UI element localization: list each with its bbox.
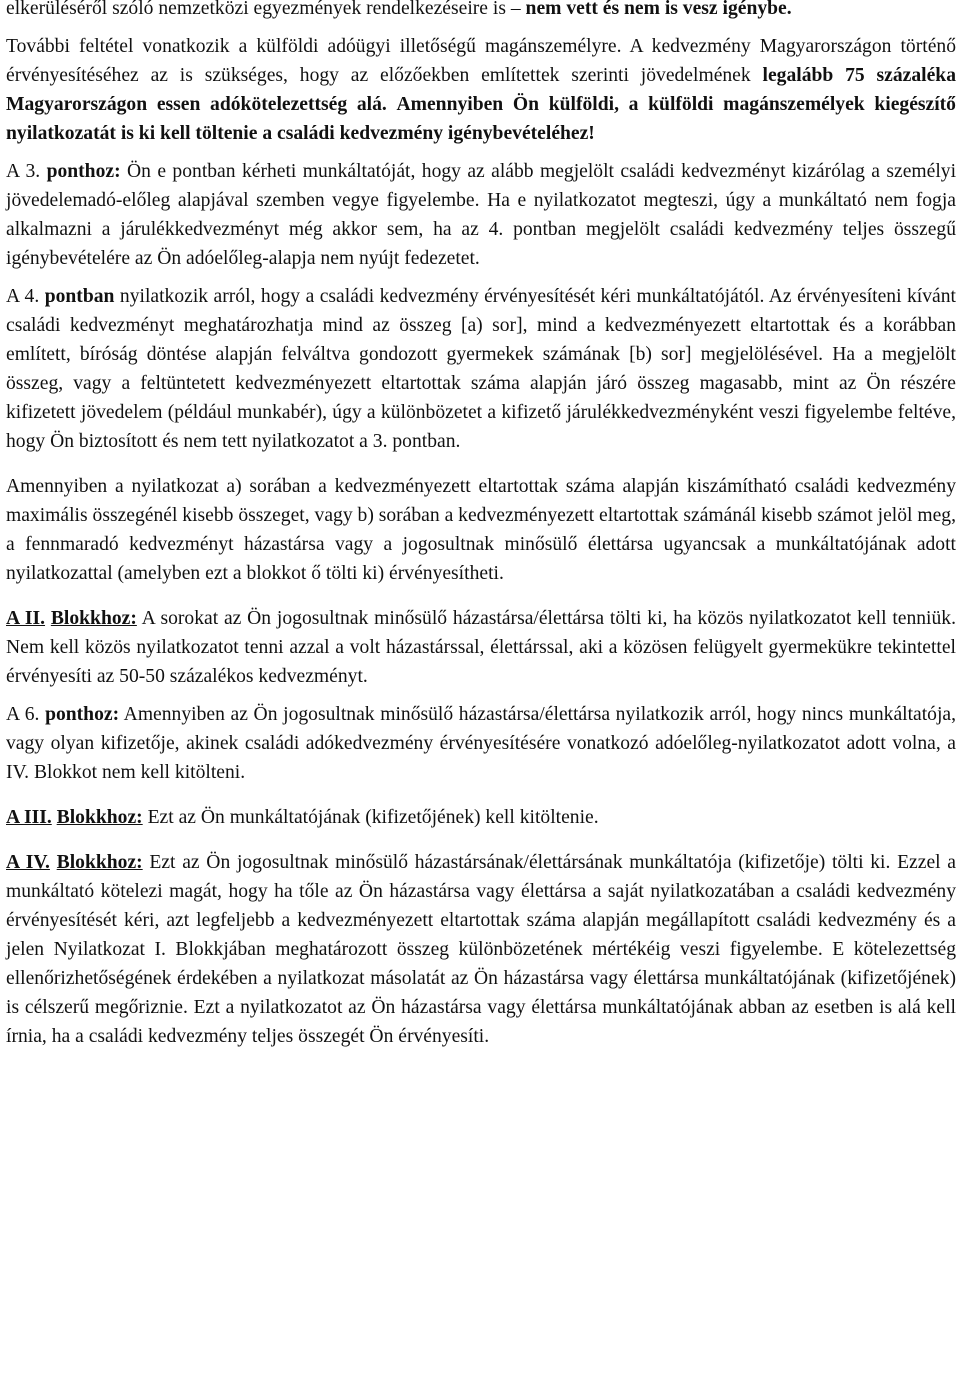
paragraph-text: elkerüléséről szóló nemzetközi egyezmények rendelkezéseire is – [6,0,526,19]
paragraph-lead: A 4. [6,286,45,307]
paragraph-foreign-resident [6,32,956,148]
paragraph-lead: A 3. [6,161,47,182]
paragraph-block-2 [6,604,956,691]
section-label-point-4: pontban [44,286,115,307]
paragraph-block-3 [6,803,956,832]
paragraph-point-4 [6,282,956,456]
section-label-block-3-suffix: Blokkhoz: [56,807,143,828]
section-label-point-6: ponthoz: [45,704,120,725]
paragraph-lead: A 6. [6,704,46,725]
paragraph-text: nyilatkozik arról, hogy a családi kedvezmény érvényesítését kéri munkáltatójától. Az érvényesíteni kívánt családi kedvezményt meghatározhatja mind az összeg [a) sor], mind a kedvezményezett eltartottak és a korábban említett, bíróság döntése alapján felváltva gondozott gyermekek számának [b) sor] megjelölésével. Ha a megjelölt összeg, vagy a feltüntetett kedvezményezett eltartottak száma alapján járó összeg magasabb, mint az Ön részére kifizetett jövedelem (például munkabér), úgy a különbözetet a kifizető járulékkedvezményként veszi figyelembe feltéve, hogy Ön biztosított és nem tett nyilatkozatot a 3. pontban. [6,286,956,452]
paragraph-text: Ön e pontban kérheti munkáltatóját, hogy az alább megjelölt családi kedvezményt kizárólag a személyi jövedelemadó-előleg alapjával szemben vegye figyelembe. Ha e nyilatkozatot megteszi, úgy a munkáltató nem fogja alkalmazni a járulékkedvezményt még akkor sem, ha az 4. pontban megjelölt családi kedvezmény teljes összegű igénybevételére az Ön adóelőleg-alapja nem nyújt fedezetet. [6,161,957,269]
section-label-block-4 [6,852,143,873]
paragraph-point-6 [6,700,956,787]
section-label-block-4-prefix: A IV. [6,852,50,873]
section-label-block-3 [6,807,143,828]
paragraph-text: A sorokat az Ön jogosultnak minősülő házastársa/élettársa tölti ki, ha közös nyilatkozatot kell tenniük. Nem kell közös nyilatkozatot tenni azzal a volt házastárssal, élettárssal, aki a közösen felügyelt gyermekükre tekintettel érvényesíti az 50-50 százalékos kedvezményt. [6,608,956,687]
paragraph-text: Amennyiben a nyilatkozat a) sorában a kedvezményezett eltartottak száma alapján kiszámítható családi kedvezmény maximális összegénél kisebb összeget, vagy b) sorában a kedvezményezett eltartottak számánál kisebb számot jelöl meg, a fennmaradó kedvezményt házastársa vagy a jogosultnak minősülő élettársa ugyancsak a munkáltatójának adott nyilatkozattal (amelyben ezt a blokkot ő tölti ki) érvényesítheti. [6,476,956,584]
paragraph-text: Amennyiben az Ön jogosultnak minősülő házastársa/élettársa nyilatkozik arról, hogy nincs munkáltatója, vagy olyan kifizetője, akinek családi adókedvezmény érvényesítésére vonatkozó adóelőleg-nyilatkozatot adott volna, a IV. Blokkot nem kell kitölteni. [6,704,957,783]
emphasis-not-claimed: nem vett és nem is vesz igénybe. [525,0,792,19]
section-label-block-3-prefix: A III. [6,807,52,828]
section-label-block-2-prefix: A II. [6,608,46,629]
section-label-block-2 [6,608,137,629]
emphasis-supplementary-declaration: Amennyiben Ön külföldi, a külföldi magánszemélyek kiegészítő nyilatkozatát is ki kell töltenie a családi kedvezmény igénybevételéhez! [6,94,956,144]
section-label-block-2-suffix: Blokkhoz: [50,608,137,629]
paragraph-remaining-allowance [6,472,956,588]
paragraph-text: Ezt az Ön jogosultnak minősülő házastársának/élettársának munkáltatója (kifizetője) tölti ki. Ezzel a munkáltató kötelezi magát, hogy ha tőle az Ön házastársa vagy élettársa a saját nyilatkozatában a családi kedvezmény érvényesítését kéri, azt legfeljebb a kedvezményezett eltartottak száma alapján megállapított családi kedvezmény és a jelen Nyilatkozat I. Blokkjában meghatározott összeg különbözetének mértékéig veszi figyelembe. E kötelezettség ellenőrizhetőségének érdekében a nyilatkozat másolatát az Ön házastársa vagy élettársa munkáltatójának (kifizetőjének) is célszerű megőriznie. Ezt a nyilatkozatot az Ön házastársa vagy élettársa munkáltatójának abban az esetben is alá kell írnia, ha a családi kedvezmény teljes összegét Ön érvényesíti. [6,852,956,1047]
paragraph-block-4 [6,848,956,1051]
paragraph-text: Ezt az Ön munkáltatójának (kifizetőjének) kell kitöltenie. [142,807,599,828]
section-label-block-4-suffix: Blokkhoz: [56,852,143,873]
paragraph-text: További feltétel vonatkozik a külföldi adóügyi illetőségű magánszemélyre. A kedvezmény Magyarországon történő érvényesítéséhez az is szükséges, hogy az előzőekben említettek szerinti jövedelmének [6,36,956,86]
emphasis-75-percent: legalább 75 százaléka Magyarországon essen adókötelezettség alá. [6,65,956,115]
section-label-point-3: ponthoz: [46,161,121,182]
paragraph-treaty [6,0,956,23]
paragraph-point-3 [6,157,956,273]
